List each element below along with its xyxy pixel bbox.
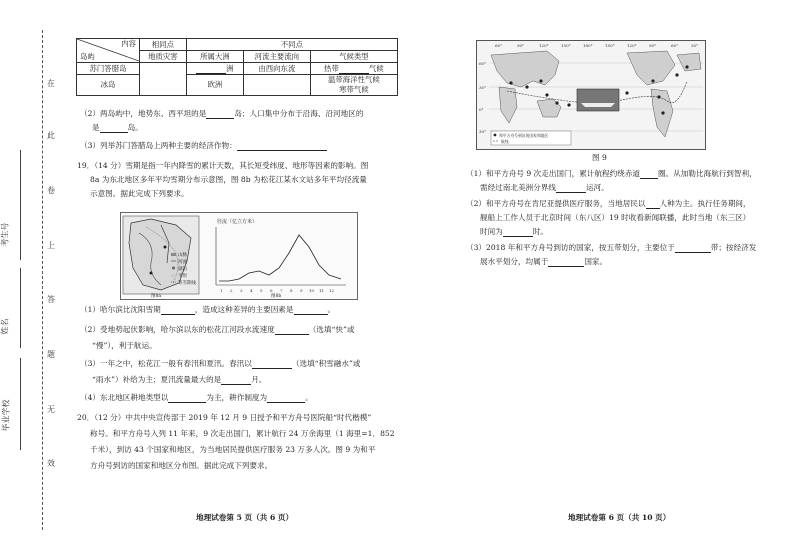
lat-label: 60° [479,61,487,66]
q19-1: （1）哈尔滨比沈阳雪期 ，造成这种差异的主要因素是 。 [80,305,336,314]
world-map-graphic [477,41,705,149]
lon-label: 90° [517,43,525,48]
month-tick: 4 [250,288,253,293]
lon-label: 150° [561,43,571,48]
q19-3-cont: “雨水”）补给为主；夏汛流量最大的是 月。 [92,375,267,384]
header-diff: 不同点 [186,39,397,51]
lon-label: 120° [539,43,549,48]
sub-river: 河流主要流向 [244,51,311,63]
vertical-char: 答 [47,295,55,304]
blank[interactable] [168,393,206,403]
ship-icon [581,103,615,107]
q20-1-cont: 需经过南北美洲分界线 运河。 [480,183,609,192]
continent-blank[interactable] [196,64,226,74]
month-tick: 6 [270,288,273,293]
caption-8b: 图8b [271,294,282,299]
row1-climate: 热带 气候 [310,63,397,75]
month-tick: 12 [329,288,335,293]
map-legend-route: 航线 [501,139,509,144]
vertical-char: 卷 [47,186,55,195]
q20-stem-3: 千米），到访 43 个国家和地区，为当地居民提供医疗服务 23 万多人次。图 9 为和平 [90,445,376,454]
q19-3: （3）一年之中，松花江一般有春汛和夏汛。春汛以 （选填“积雪融水”或 [80,359,361,368]
q20-2-cont2: 时间为 时。 [480,227,548,236]
month-tick: 5 [260,288,263,293]
caption-8a: 图8a [151,294,162,299]
vertical-char: 题 [47,350,55,359]
map-legend-visited: 和平方舟号到访的国家和地区 [499,133,549,138]
blank[interactable] [252,359,292,369]
row1-name: 苏门答腊岛 [77,63,140,75]
legend-label: 山脉 [178,253,187,258]
sub-hazard: 地质灾害 [140,51,187,63]
lon-label: 90° [649,43,657,48]
q20-stem-1: 20．（12 分）中共中央宣传部于 2019 年 12 月 9 日授予和平方舟号医院船“时代楷模” [77,413,372,422]
blank[interactable] [161,305,195,315]
legend-label: 平原 [178,274,187,279]
row2-climate: 温带海洋性气候 寒带气候 [310,75,397,96]
lon-label: 120° [627,43,637,48]
q20-2-cont: 舰船上工作人员于北京时间（东八区）19 时收看新闻联播，此时当地（东三区） [480,213,751,222]
q19-2-cont: “慢”），利于航运。 [92,341,157,350]
q19-stem-3: 示意图。据此完成下列要求。 [90,189,189,198]
month-tick: 7 [280,288,283,293]
blank[interactable] [206,109,234,119]
blank[interactable] [548,257,584,267]
binding-margin [0,0,70,560]
island-comparison-table [76,38,398,96]
q18-2: （2）两岛屿中，地势东、西平坦的是 岛；人口集中分布于沿海、沿河地区的 [80,109,364,118]
month-tick: 9 [300,288,303,293]
dashed-cut-line [42,30,43,530]
q19-2: （2）受地势起伏影响，哈尔滨以东的松花江河段水流速度 （选填“快”或 [80,325,355,334]
runoff-chart [216,218,346,293]
row2-continent: 欧洲 [186,75,243,96]
q20-1: （1）和平方舟号 9 次走出国门，累计航程约绕赤道 圈。从加勒比海航行到智利， [466,169,757,178]
legend-label: 湖泊 [178,267,187,272]
header-island: 岛屿 [80,52,95,61]
page-footer-right: 地理试卷第 6 页（共 10 页） [568,513,671,522]
blank[interactable] [237,141,327,151]
name-label: 姓名 [0,318,10,335]
blank[interactable] [675,243,711,253]
q18-3: （3）列举苏门答腊岛上两种主要的经济作物： [80,140,327,151]
blank[interactable] [267,393,305,403]
figure-8 [120,212,358,300]
vertical-char: 无 [47,405,55,414]
q20-3-cont: 展水平划分，均属于 国家。 [480,257,608,266]
lon-label: 150° [605,43,615,48]
blank[interactable] [646,199,660,209]
lon-label: 180° [583,43,593,48]
blank[interactable] [221,375,251,385]
school-label: 毕业学校 [1,399,11,432]
q19-4: （4）东北地区耕地类型以 为主，耕作制度为 。 [80,393,313,402]
month-tick: 1 [220,288,223,293]
q20-3: （3）2018 年和平方舟号到访的国家，按五带划分，主要位于 带；按经济发 [466,243,757,252]
legend-label: 河流 [178,260,187,265]
q19-stem-1: 19．（14 分）雪期是指一年内降雪的累计天数，其长短受纬度、地形等因素的影响。图 [77,161,369,170]
lat-label: 30° [479,85,487,90]
q19-stem-2: 8a 为东北地区多年平均雪期分布示意图，图 8b 为松花江某水文站多年平均径流量 [90,175,367,184]
table-header-diag [77,39,140,63]
blank[interactable] [556,183,586,193]
vertical-char: 在 [47,79,55,88]
month-tick: 10 [309,288,315,293]
blank[interactable] [275,325,309,335]
vertical-char: 上 [47,241,55,250]
row2-name: 冰岛 [77,75,140,96]
lon-label: 30° [691,43,699,48]
fig9-caption: 图 9 [592,153,607,162]
lon-label: 60° [495,43,503,48]
blank[interactable] [503,227,533,237]
figure-8-graphic [121,213,357,299]
chart-ylabel: 径流（亿立方米） [217,219,258,225]
month-tick: 8 [290,288,293,293]
q20-2: （2）和平方舟号在肯尼亚提供医疗服务，当地居民以 人种为主。执行任务期间， [466,199,751,208]
ship-photo [577,89,619,111]
row2-river-blank[interactable] [244,75,311,96]
blank[interactable] [294,305,328,315]
figure-9-map [476,40,706,150]
vertical-char: 此 [47,131,55,140]
name-field[interactable] [20,268,21,348]
lon-label: 60° [671,43,679,48]
blank[interactable] [100,123,128,133]
row1-river: 由西向东流 [244,63,311,75]
sub-continent: 所属大洲 [186,51,243,63]
school-field[interactable] [20,358,21,450]
exam-id-field[interactable] [20,150,21,260]
month-tick: 2 [230,288,233,293]
page-footer-left: 地理试卷第 5 页（共 6 页） [196,513,294,522]
vertical-char: 效 [47,459,55,468]
month-tick: 3 [240,288,243,293]
legend-label: 等雪期线 [178,281,196,286]
q18-2-cont: 是 岛。 [92,123,143,132]
q20-stem-4: 方舟号到访的国家和地区分布图。据此完成下列要求。 [90,461,273,470]
month-tick: 11 [319,288,325,293]
exam-id-label: 考生号 [0,222,10,247]
blank[interactable] [640,169,658,179]
sub-climate: 气候类型 [310,51,397,63]
header-content: 内容 [121,39,136,48]
lat-label: 30° [479,129,487,134]
lat-label: 0° [479,107,484,112]
hazard-answer-blank[interactable] [140,63,187,96]
row1-continent: 洲 [186,63,243,75]
header-same: 相同点 [140,39,187,51]
q20-stem-2: 称号。和平方舟号入列 11 年来，9 次走出国门，累计航行 24 万余海里（1 海里=1．852 [90,429,395,438]
climate-blank[interactable] [339,64,369,74]
